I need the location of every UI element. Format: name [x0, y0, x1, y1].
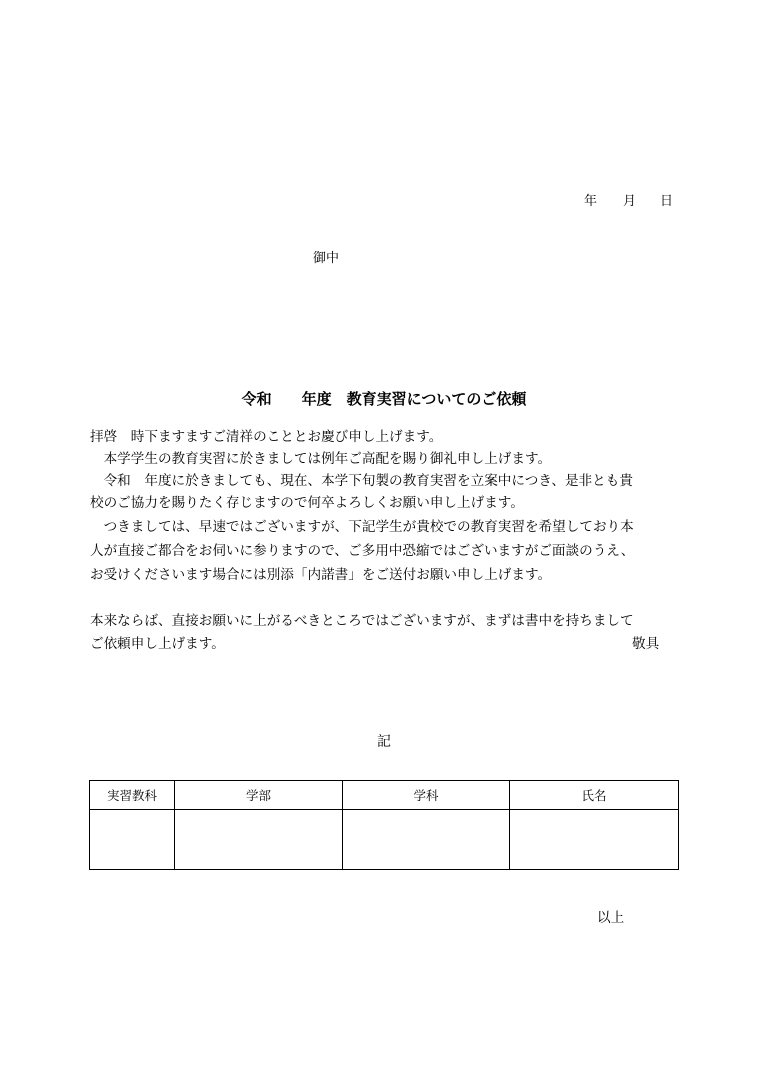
- body-line: 拝啓 時下ますますご清祥のこととお慶び申し上げます。: [90, 429, 443, 445]
- body-line: 令和 年度に於きましても、現在、本学下旬製の教育実習を立案中につき、是非とも貴: [90, 473, 633, 489]
- table-header-department: 学科: [343, 781, 510, 810]
- table-header-subject: 実習教科: [90, 781, 175, 810]
- date-month-label: 月: [623, 194, 637, 209]
- closing-ijo: 以上: [597, 910, 625, 926]
- table-header-faculty: 学部: [175, 781, 343, 810]
- addressee-suffix: 御中: [313, 251, 340, 266]
- table-cell-faculty: [175, 810, 343, 870]
- closing-keigu: 敬具: [632, 636, 660, 652]
- ki-heading: 記: [377, 734, 391, 750]
- student-table: [89, 780, 679, 870]
- date-day-label: 日: [660, 194, 674, 209]
- body-line: 本来ならば、直接お願いに上がるべきところではございますが、まずは書中を持ちまして: [90, 613, 634, 629]
- table-cell-name: [510, 810, 679, 870]
- body-line: 本学学生の教育実習に於きましては例年ご高配を賜り御礼申し上げます。: [90, 451, 552, 467]
- body-line: お受けくださいます場合には別添「内諾書」をご送付お願い申し上げます。: [90, 567, 552, 583]
- body-line: ご依頼申し上げます。: [90, 636, 225, 652]
- table-cell-subject: [90, 810, 175, 870]
- table-header-name: 氏名: [510, 781, 679, 810]
- table-cell-department: [343, 810, 510, 870]
- date-year-label: 年: [584, 194, 598, 209]
- body-line: 校のご協力を賜りたく存じますので何卒よろしくお願い申し上げます。: [90, 495, 524, 511]
- document-title: 令和 年度 教育実習についてのご依頼: [241, 390, 527, 408]
- table-row: [90, 810, 679, 870]
- body-line: つきましては、早速ではございますが、下記学生が貴校での教育実習を希望しており本: [90, 519, 634, 535]
- table-header-row: [90, 781, 679, 810]
- body-line: 人が直接ご都合をお伺いに参りますので、ご多用中恐縮ではございますがご面談のうえ、: [90, 543, 635, 559]
